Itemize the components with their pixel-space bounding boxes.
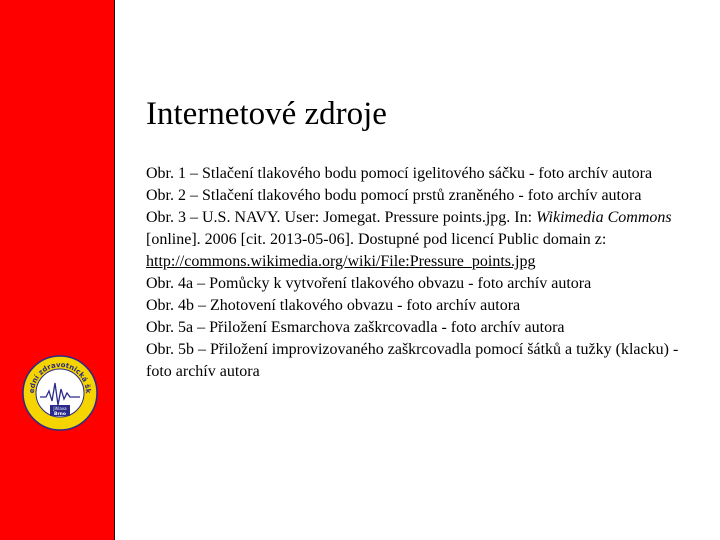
source-entry-3 [146, 207, 686, 273]
seal-top-text: ední zdravotnická šk [27, 360, 93, 394]
source-entry-6: Obr. 5a – Přiložení Esmarchova zaškrcovadla - foto archív autora [146, 319, 565, 336]
source-entry-4: Obr. 4a – Pomůcky k vytvoření tlakového obvazu - foto archív autora [146, 275, 592, 292]
slide-title: Internetové zdroje [146, 96, 387, 132]
seal-text-1: Jihlava [53, 406, 67, 411]
sidebar-bar [0, 0, 115, 540]
source-entry-3-suffix: [online]. 2006 [cit. 2013-05-06]. Dostupné pod licencí Public domain z: [146, 231, 607, 248]
source-entry-2: Obr. 2 – Stlačení tlakového bodu pomocí prstů zraněného - foto archív autora [146, 187, 642, 204]
source-entry-7: Obr. 5b – Přiložení improvizovaného zaškrcovadla pomocí šátků a tužky (klacku) - foto archív autora [146, 341, 679, 380]
wikimedia-link[interactable]: http://commons.wikimedia.org/wiki/File:Pressure_points.jpg [146, 253, 536, 270]
source-entry-1: Obr. 1 – Stlačení tlakového bodu pomocí igelitového sáčku - foto archív autora [146, 165, 653, 182]
sources-list [146, 163, 686, 383]
school-seal-icon [22, 355, 98, 431]
source-entry-3-italic: Wikimedia Commons [536, 209, 672, 226]
source-entry-5: Obr. 4b – Zhotovení tlakového obvazu - foto archív autora [146, 297, 521, 314]
seal-text-2: Brno [54, 412, 66, 417]
source-entry-3-prefix: Obr. 3 – U.S. NAVY. User: Jomegat. Pressure points.jpg. In: [146, 209, 537, 226]
